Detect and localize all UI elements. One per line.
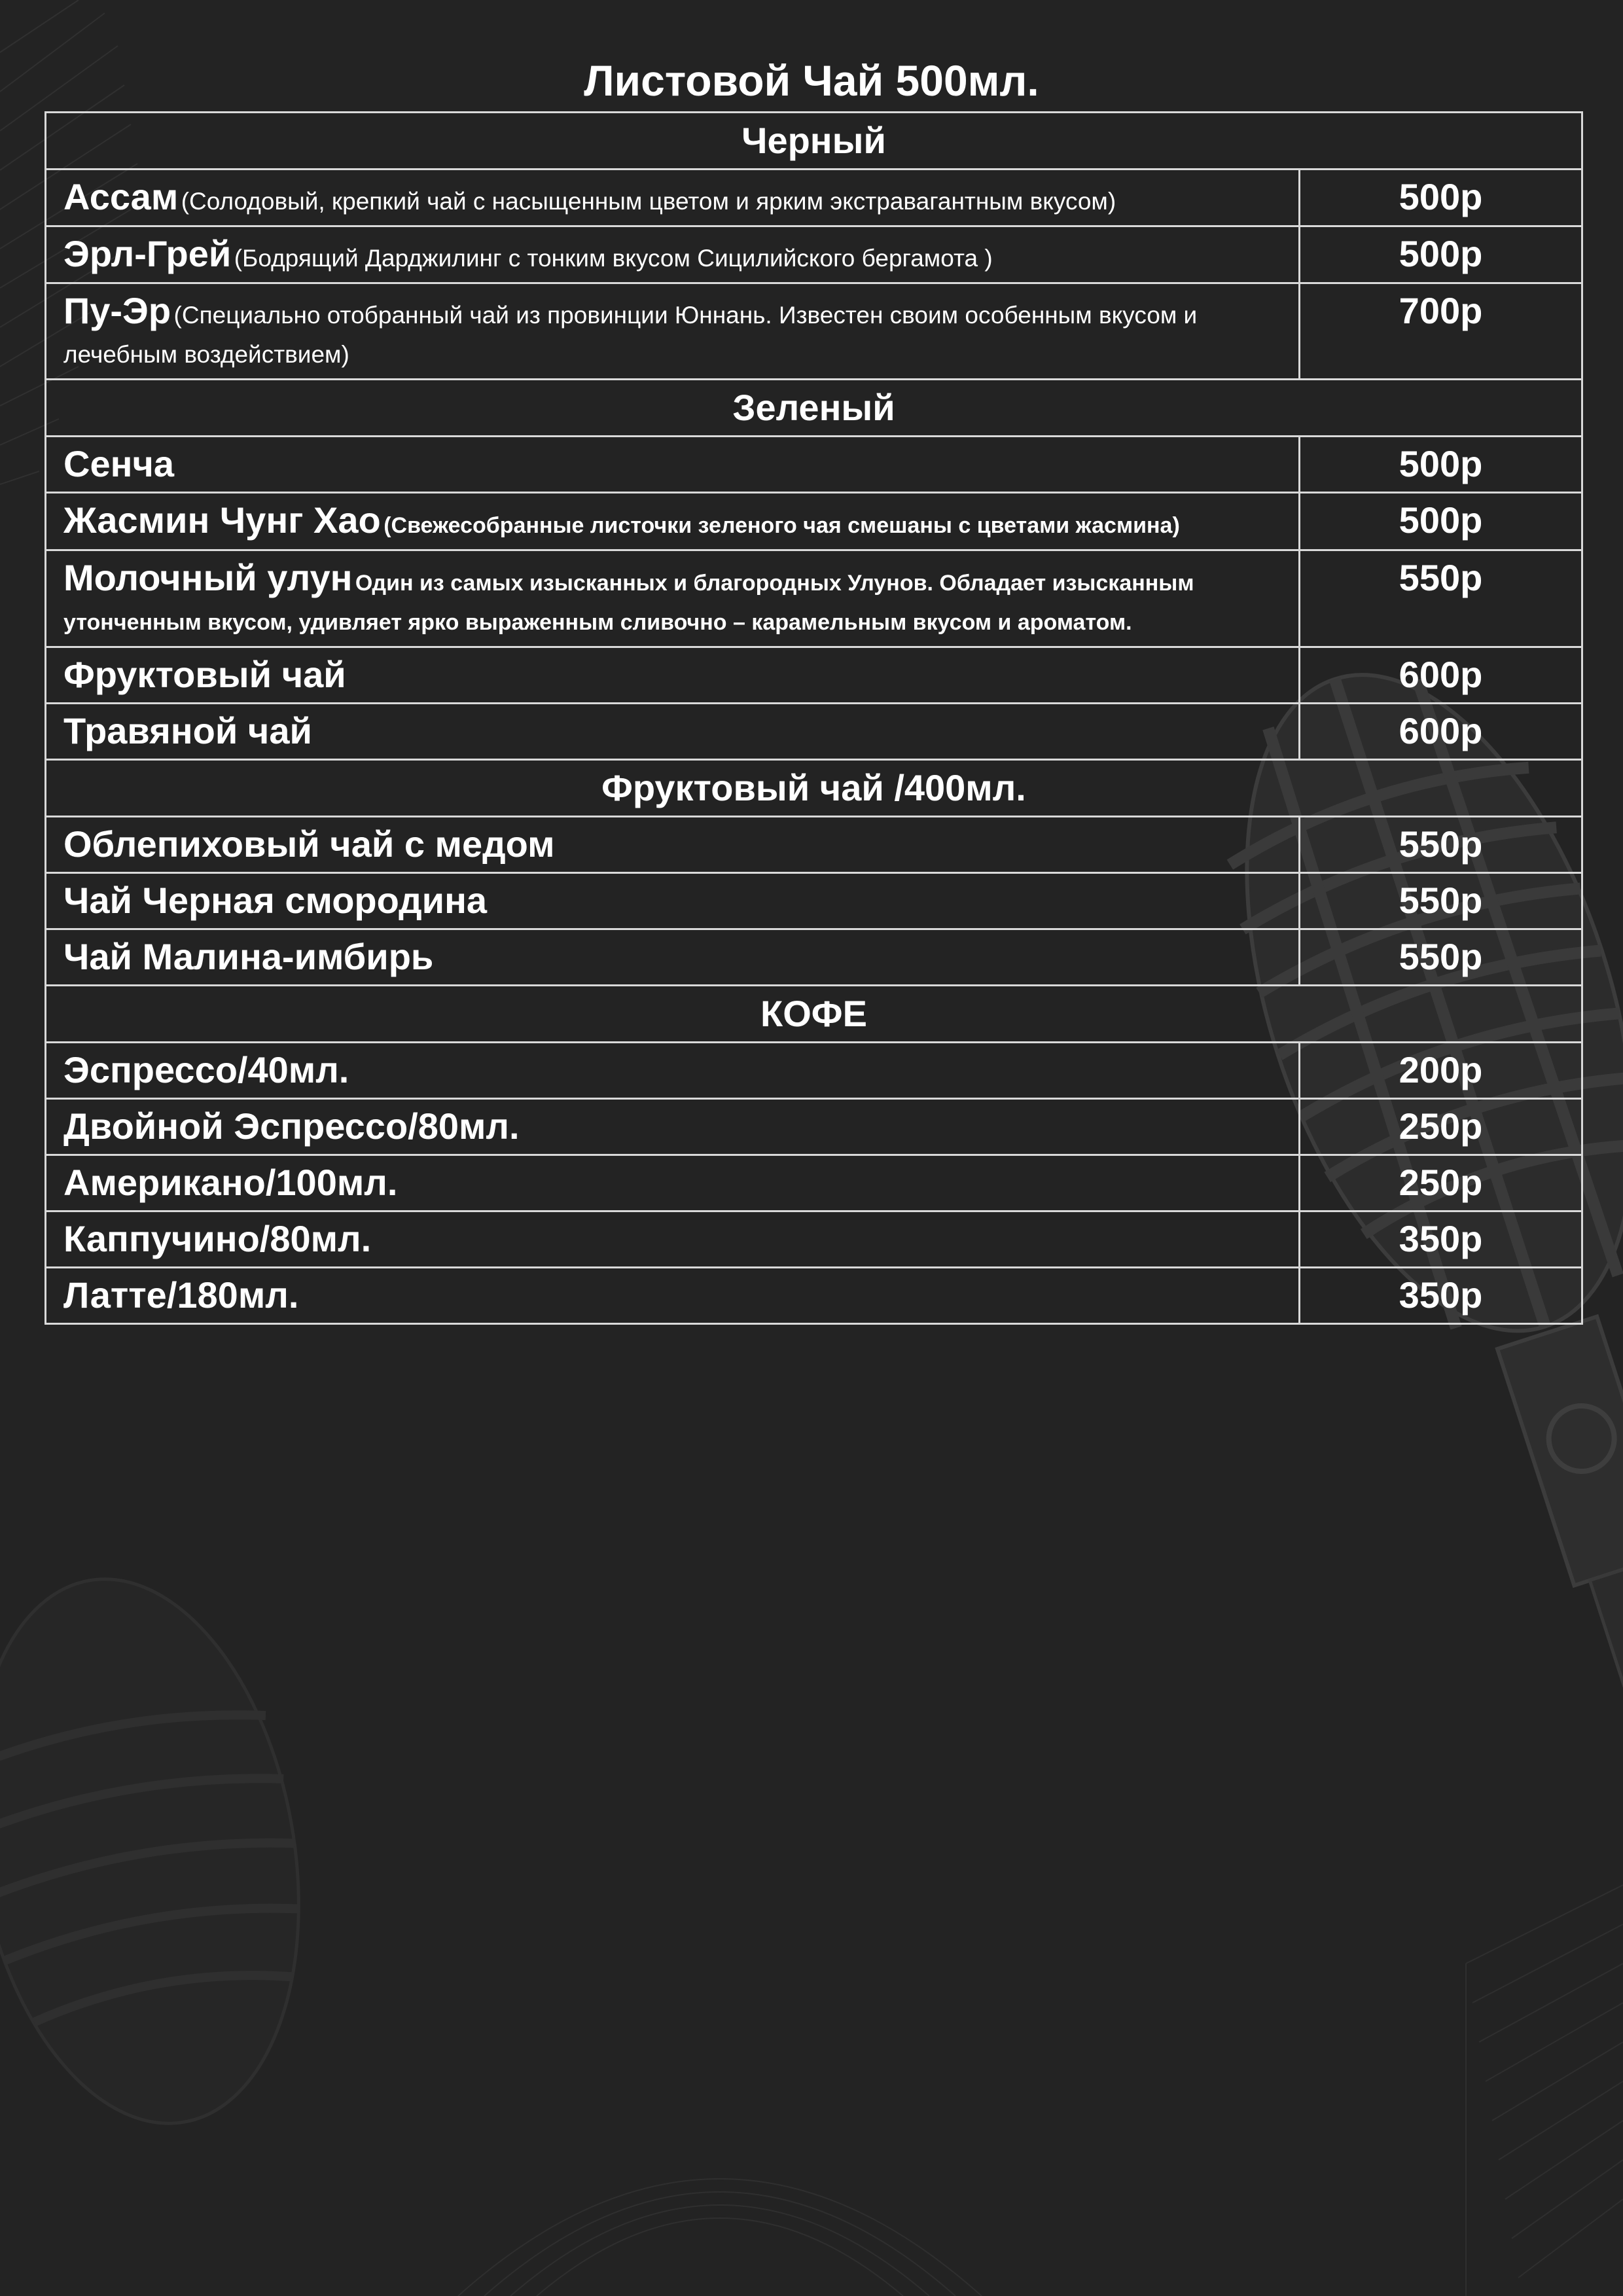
page-title: Листовой Чай 500мл. <box>584 56 1039 105</box>
item-name-cell <box>46 1268 1300 1324</box>
item-name-cell <box>46 437 1300 493</box>
item-name: Пу-Эр <box>63 290 171 331</box>
item-price: 550р <box>1300 929 1582 986</box>
menu-item <box>46 170 1582 226</box>
section-heading: Зеленый <box>46 380 1582 437</box>
menu-table <box>45 111 1583 1325</box>
item-name: Двойной Эспрессо/80мл. <box>63 1105 520 1147</box>
item-name: Каппучино/80мл. <box>63 1218 372 1259</box>
section-heading: Черный <box>46 113 1582 170</box>
menu-item <box>46 437 1582 493</box>
item-price: 600р <box>1300 647 1582 704</box>
item-price: 350р <box>1300 1211 1582 1268</box>
section-header-fruit-tea <box>46 760 1582 817</box>
menu-item <box>46 1099 1582 1155</box>
item-price: 350р <box>1300 1268 1582 1324</box>
item-name: Американо/100мл. <box>63 1162 398 1203</box>
microphone-icon-faint <box>0 1553 339 2149</box>
item-price: 200р <box>1300 1043 1582 1099</box>
item-name: Облепиховый чай с медом <box>63 823 555 865</box>
item-price: 550р <box>1300 817 1582 873</box>
menu-item <box>46 550 1582 647</box>
item-price: 600р <box>1300 704 1582 760</box>
menu-item <box>46 817 1582 873</box>
item-name: Сенча <box>63 443 175 484</box>
item-price: 500р <box>1300 226 1582 283</box>
menu-item <box>46 1155 1582 1211</box>
item-price: 500р <box>1300 170 1582 226</box>
item-name-cell <box>46 1211 1300 1268</box>
item-name-cell <box>46 929 1300 986</box>
item-name-cell <box>46 493 1300 550</box>
section-heading: КОФЕ <box>46 986 1582 1043</box>
menu-item <box>46 1043 1582 1099</box>
menu-item <box>46 929 1582 986</box>
item-name-cell <box>46 873 1300 929</box>
item-name-cell <box>46 170 1300 226</box>
item-name-cell <box>46 1099 1300 1155</box>
item-price: 500р <box>1300 493 1582 550</box>
item-price: 250р <box>1300 1155 1582 1211</box>
menu-item <box>46 1211 1582 1268</box>
menu-item <box>46 873 1582 929</box>
section-heading: Фруктовый чай /400мл. <box>46 760 1582 817</box>
item-name: Эспрессо/40мл. <box>63 1049 349 1090</box>
corner-lines-bottom <box>458 1885 1623 2296</box>
item-name-cell <box>46 647 1300 704</box>
item-name: Ассам <box>63 176 179 217</box>
item-name: Фруктовый чай <box>63 654 346 695</box>
item-name-cell <box>46 550 1300 647</box>
menu-item <box>46 647 1582 704</box>
menu-item <box>46 704 1582 760</box>
item-name-cell <box>46 1043 1300 1099</box>
item-price: 550р <box>1300 550 1582 647</box>
item-name: Латте/180мл. <box>63 1274 299 1316</box>
item-description: (Свежесобранные листочки зеленого чая смешаны с цветами жасмина) <box>383 513 1180 538</box>
item-name: Жасмин Чунг Хао <box>63 499 381 541</box>
menu-item <box>46 493 1582 550</box>
item-name: Молочный улун <box>63 557 353 598</box>
menu-item <box>46 1268 1582 1324</box>
item-name-cell <box>46 226 1300 283</box>
item-description: Один из самых изысканных и благородных Улунов. Обладает изысканным утонченным вкусом, удивляет ярко выраженным сливочно – карамельным вкусом и ароматом. <box>63 571 1194 635</box>
item-description: (Бодрящий Дарджилинг с тонким вкусом Сицилийского бергамота ) <box>234 245 993 272</box>
item-price: 550р <box>1300 873 1582 929</box>
item-price: 250р <box>1300 1099 1582 1155</box>
section-header-black <box>46 113 1582 170</box>
item-name-cell <box>46 283 1300 380</box>
item-name-cell <box>46 704 1300 760</box>
item-name-cell <box>46 817 1300 873</box>
section-header-green <box>46 380 1582 437</box>
item-name: Эрл-Грей <box>63 233 232 274</box>
menu-item <box>46 226 1582 283</box>
section-header-coffee <box>46 986 1582 1043</box>
menu-item <box>46 283 1582 380</box>
item-price: 700р <box>1300 283 1582 380</box>
item-name: Травяной чай <box>63 710 312 751</box>
item-description: (Специально отобранный чай из провинции Юннань. Известен своим особенным вкусом и лечебным воздействием) <box>63 302 1198 368</box>
item-price: 500р <box>1300 437 1582 493</box>
item-name: Чай Черная смородина <box>63 880 488 921</box>
item-name: Чай Малина-имбирь <box>63 936 434 977</box>
item-name-cell <box>46 1155 1300 1211</box>
item-description: (Солодовый, крепкий чай с насыщенным цветом и ярким экстравагантным вкусом) <box>181 188 1116 215</box>
